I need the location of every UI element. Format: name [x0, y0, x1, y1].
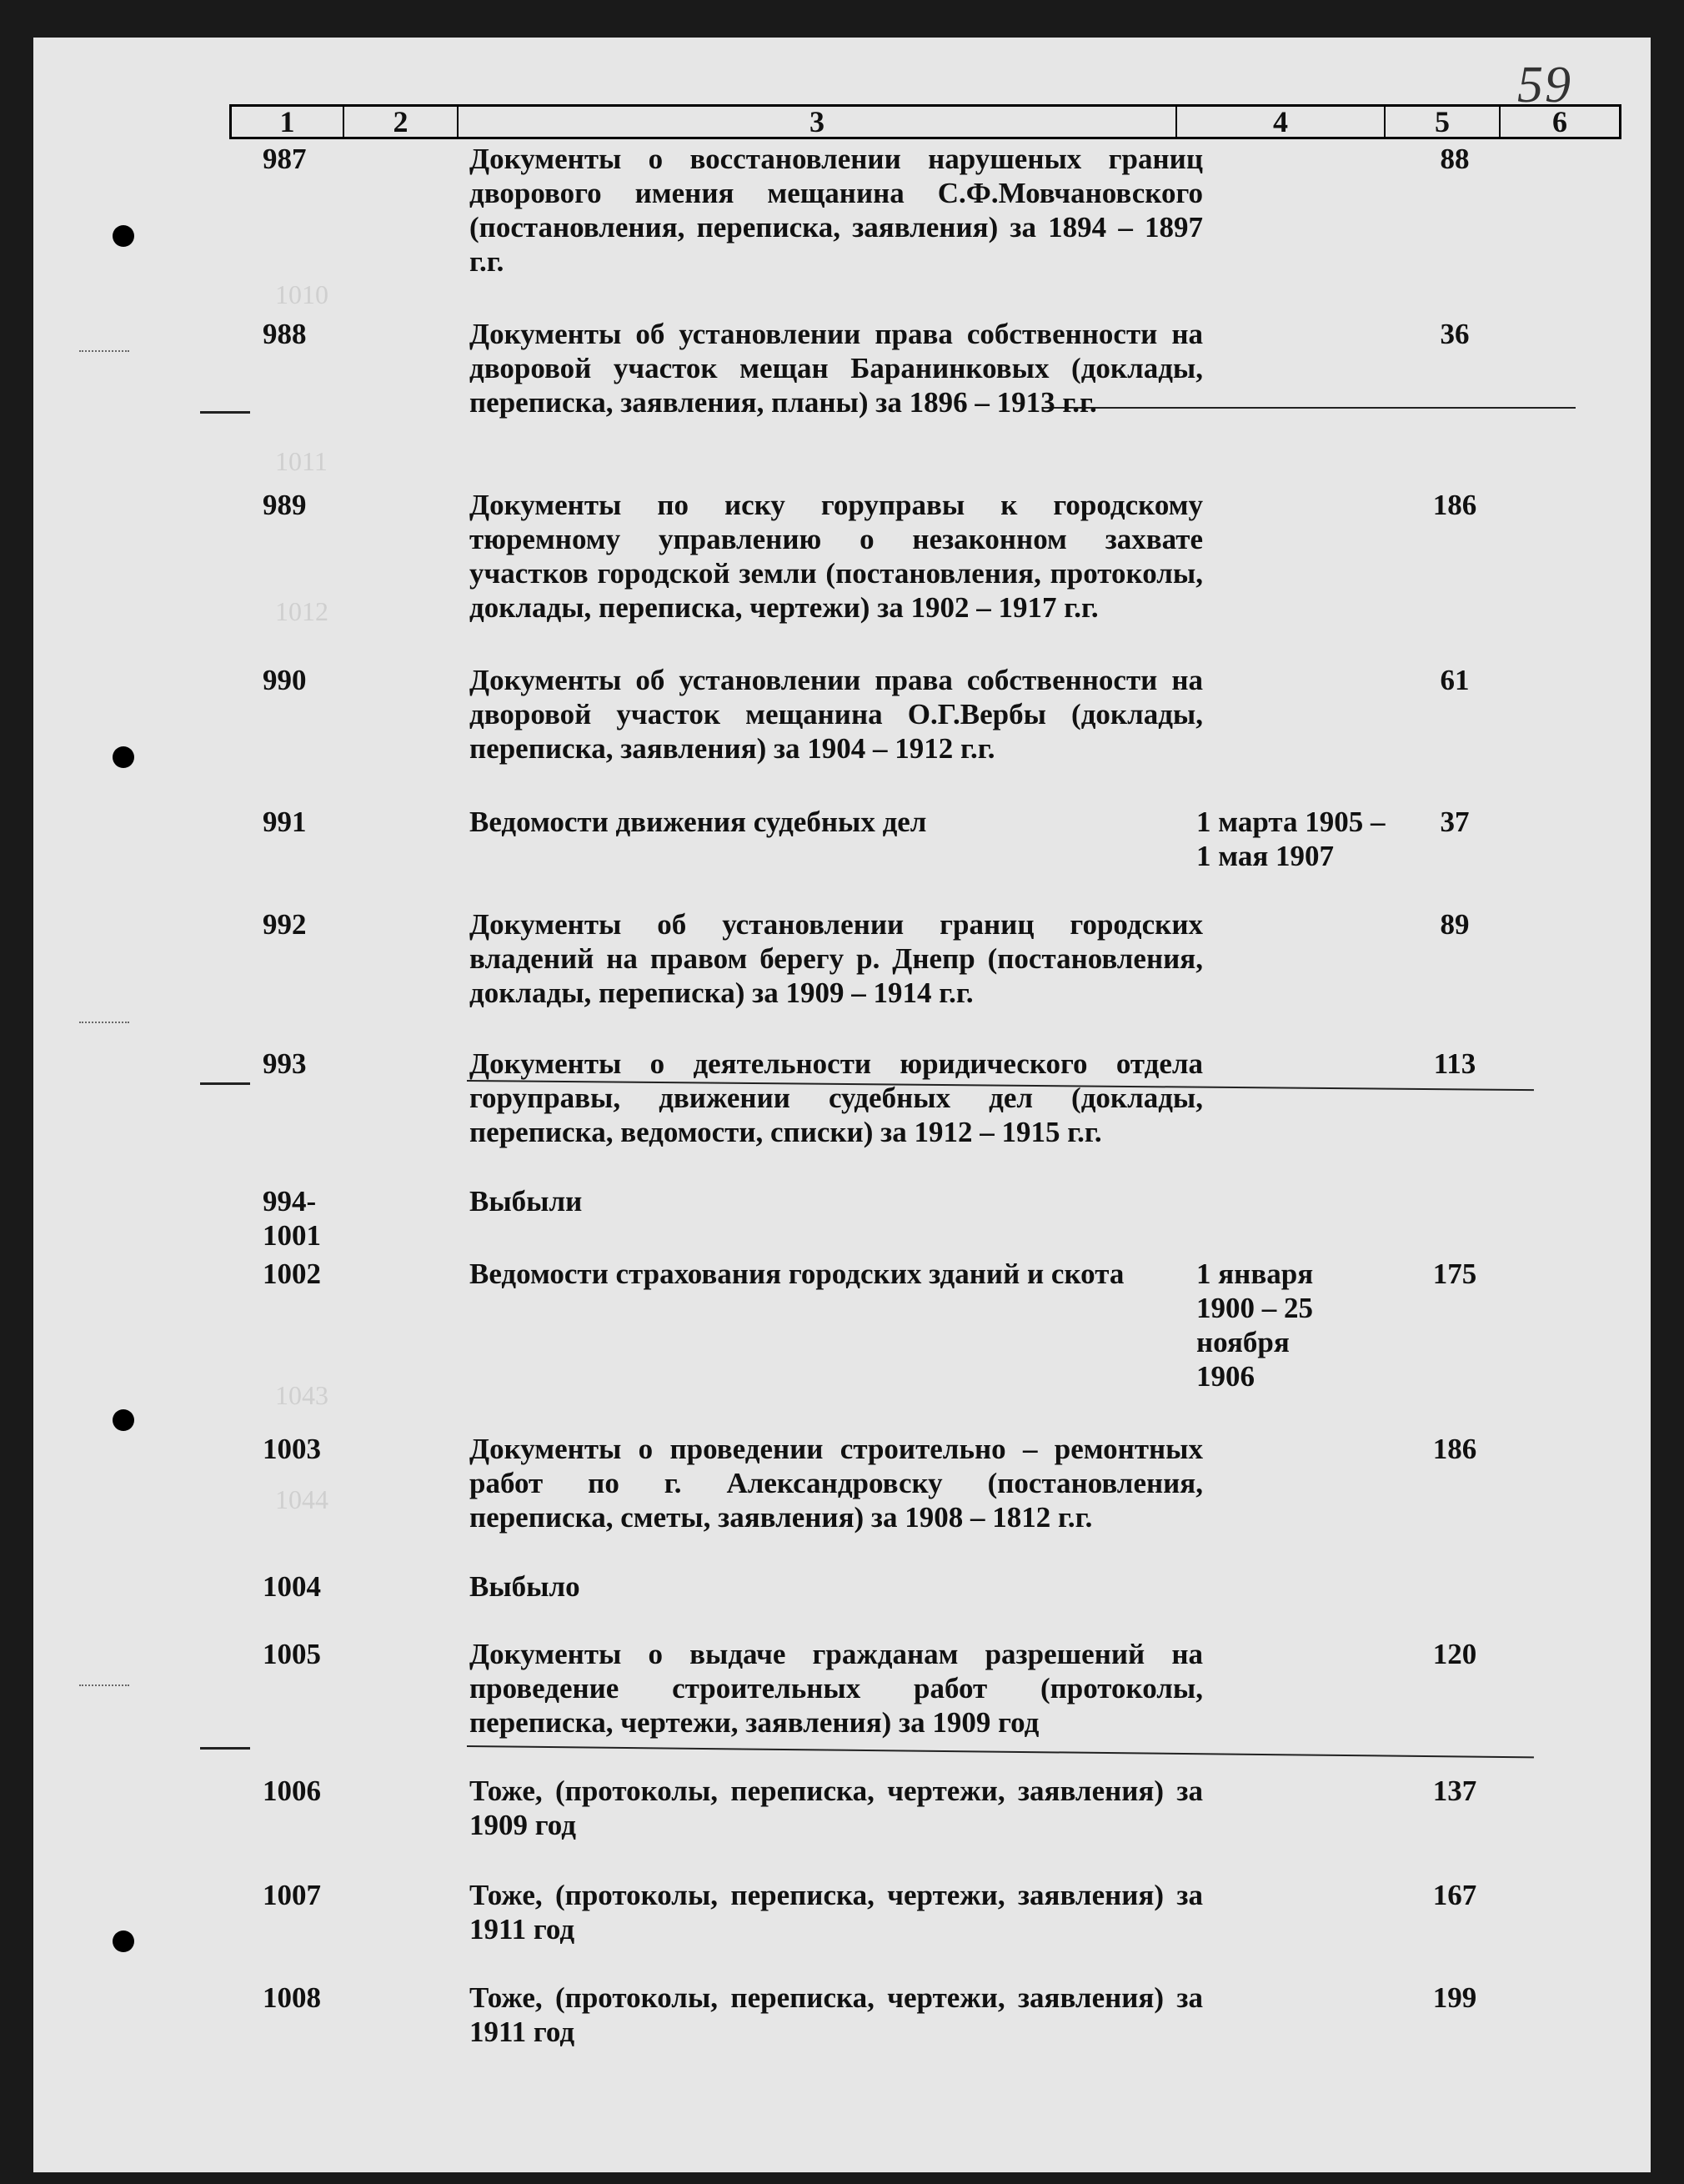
bleed-through: 1044	[275, 1484, 328, 1514]
record-sheet-count: 175	[1432, 1258, 1477, 1290]
record-sheet-count: 186	[1432, 1433, 1477, 1465]
document-page	[33, 38, 1651, 2172]
record-description: Ведомости страхования городских зданий и скота	[469, 1258, 1125, 1290]
record-description: Тоже, (протоколы, переписка, чертежи, заявления) за 1911 год	[469, 1879, 1203, 1946]
binder-hole	[113, 225, 134, 247]
pencil-mark	[200, 1082, 250, 1085]
record-description: Документы о выдаче гражданам разрешений на проведение строительных работ (протоколы, переписка, чертежи, заявления) за 1909 год	[469, 1638, 1203, 1739]
pencil-mark	[200, 411, 250, 414]
record-dates: 1 января 1900 – 25 ноября 1906	[1196, 1258, 1314, 1393]
record-number: 1007	[263, 1879, 321, 1911]
record-description: Документы о проведении строительно – ремонтных работ по г. Александровску (постановления, переписка, сметы, заявления) за 1908 – 1812 г.г.	[469, 1433, 1203, 1534]
record-sheet-count: 61	[1440, 664, 1470, 696]
bleed-through: 1043	[275, 1380, 328, 1410]
record-sheet-count: 120	[1432, 1638, 1477, 1670]
margin-dots	[79, 1022, 129, 1023]
record-number: 994-1001	[263, 1185, 321, 1252]
record-number: 1008	[263, 1981, 321, 2014]
pencil-mark	[467, 1745, 1534, 1758]
record-sheet-count: 36	[1440, 318, 1470, 350]
column-header-2: 2	[344, 107, 459, 137]
record-description: Документы по иску горуправы к городскому тюремному управлению о незаконном захвате участков городской земли (постановления, протоколы, доклады, переписка, чертежи) за 1902 – 1917 г.г.	[469, 489, 1203, 624]
record-sheet-count: 199	[1432, 1981, 1477, 2014]
record-sheet-count: 89	[1440, 908, 1470, 941]
record-description: Документы об установлении права собственности на дворовой участок мещанина О.Г.Вербы (доклады, переписка, заявления) за 1904 – 1912 г.г.	[469, 664, 1203, 765]
record-sheet-count: 37	[1440, 806, 1470, 838]
record-sheet-count: 137	[1432, 1775, 1477, 1807]
binder-hole	[113, 1409, 134, 1431]
record-sheet-count: 88	[1440, 143, 1470, 175]
record-description: Документы об установлении права собственности на дворовой участок мещан Баранинковых (доклады, переписка, заявления, планы) за 1896 – 1913 г.г.	[469, 318, 1203, 419]
margin-dots	[79, 1684, 129, 1686]
column-header-1: 1	[232, 107, 344, 137]
margin-dots	[79, 350, 129, 352]
record-description: Документы о деятельности юридического отдела горуправы, движении судебных дел (доклады, переписка, ведомости, списки) за 1912 – 1915 г.г.	[469, 1047, 1203, 1148]
record-number: 993	[263, 1047, 307, 1080]
record-description: Документы о восстановлении нарушеных границ дворового имения мещанина С.Ф.Мовчановского (постановления, переписка, заявления) за 1894 – 1897 г.г.	[469, 143, 1203, 278]
record-number: 990	[263, 664, 307, 696]
table-header	[229, 104, 1621, 139]
record-number: 992	[263, 908, 307, 941]
record-description: Ведомости движения судебных дел	[469, 806, 927, 838]
bleed-through: 1011	[275, 446, 328, 476]
bleed-through: 1010	[275, 279, 328, 309]
record-number: 987	[263, 143, 307, 175]
record-description: Документы об установлении границ городских владений на правом берегу р. Днепр (постановления, доклады, переписка) за 1909 – 1914 г.г.	[469, 908, 1203, 1009]
record-number: 1003	[263, 1433, 321, 1465]
record-description: Выбыло	[469, 1570, 580, 1603]
sheet-number: 59	[1517, 57, 1572, 113]
binder-hole	[113, 746, 134, 768]
bleed-through: 1012	[275, 596, 328, 626]
column-header-4: 4	[1177, 107, 1386, 137]
record-number: 1002	[263, 1258, 321, 1290]
record-description: Выбыли	[469, 1185, 583, 1218]
column-header-6: 6	[1552, 105, 1567, 138]
column-header-3: 3	[459, 107, 1177, 137]
record-number: 991	[263, 806, 307, 838]
record-number: 988	[263, 318, 307, 350]
record-description: Тоже, (протоколы, переписка, чертежи, заявления) за 1909 год	[469, 1775, 1203, 1841]
record-number: 1006	[263, 1775, 321, 1807]
record-number: 989	[263, 489, 307, 521]
column-header-5: 5	[1386, 107, 1501, 137]
pencil-mark	[200, 1747, 250, 1750]
record-sheet-count: 113	[1433, 1047, 1476, 1080]
binder-hole	[113, 1930, 134, 1952]
record-number: 1005	[263, 1638, 321, 1670]
record-description: Тоже, (протоколы, переписка, чертежи, заявления) за 1911 год	[469, 1981, 1203, 2048]
record-number: 1004	[263, 1570, 321, 1603]
record-dates: 1 марта 1905 – 1 мая 1907	[1196, 806, 1386, 872]
record-sheet-count: 167	[1432, 1879, 1477, 1911]
record-sheet-count: 186	[1432, 489, 1477, 521]
